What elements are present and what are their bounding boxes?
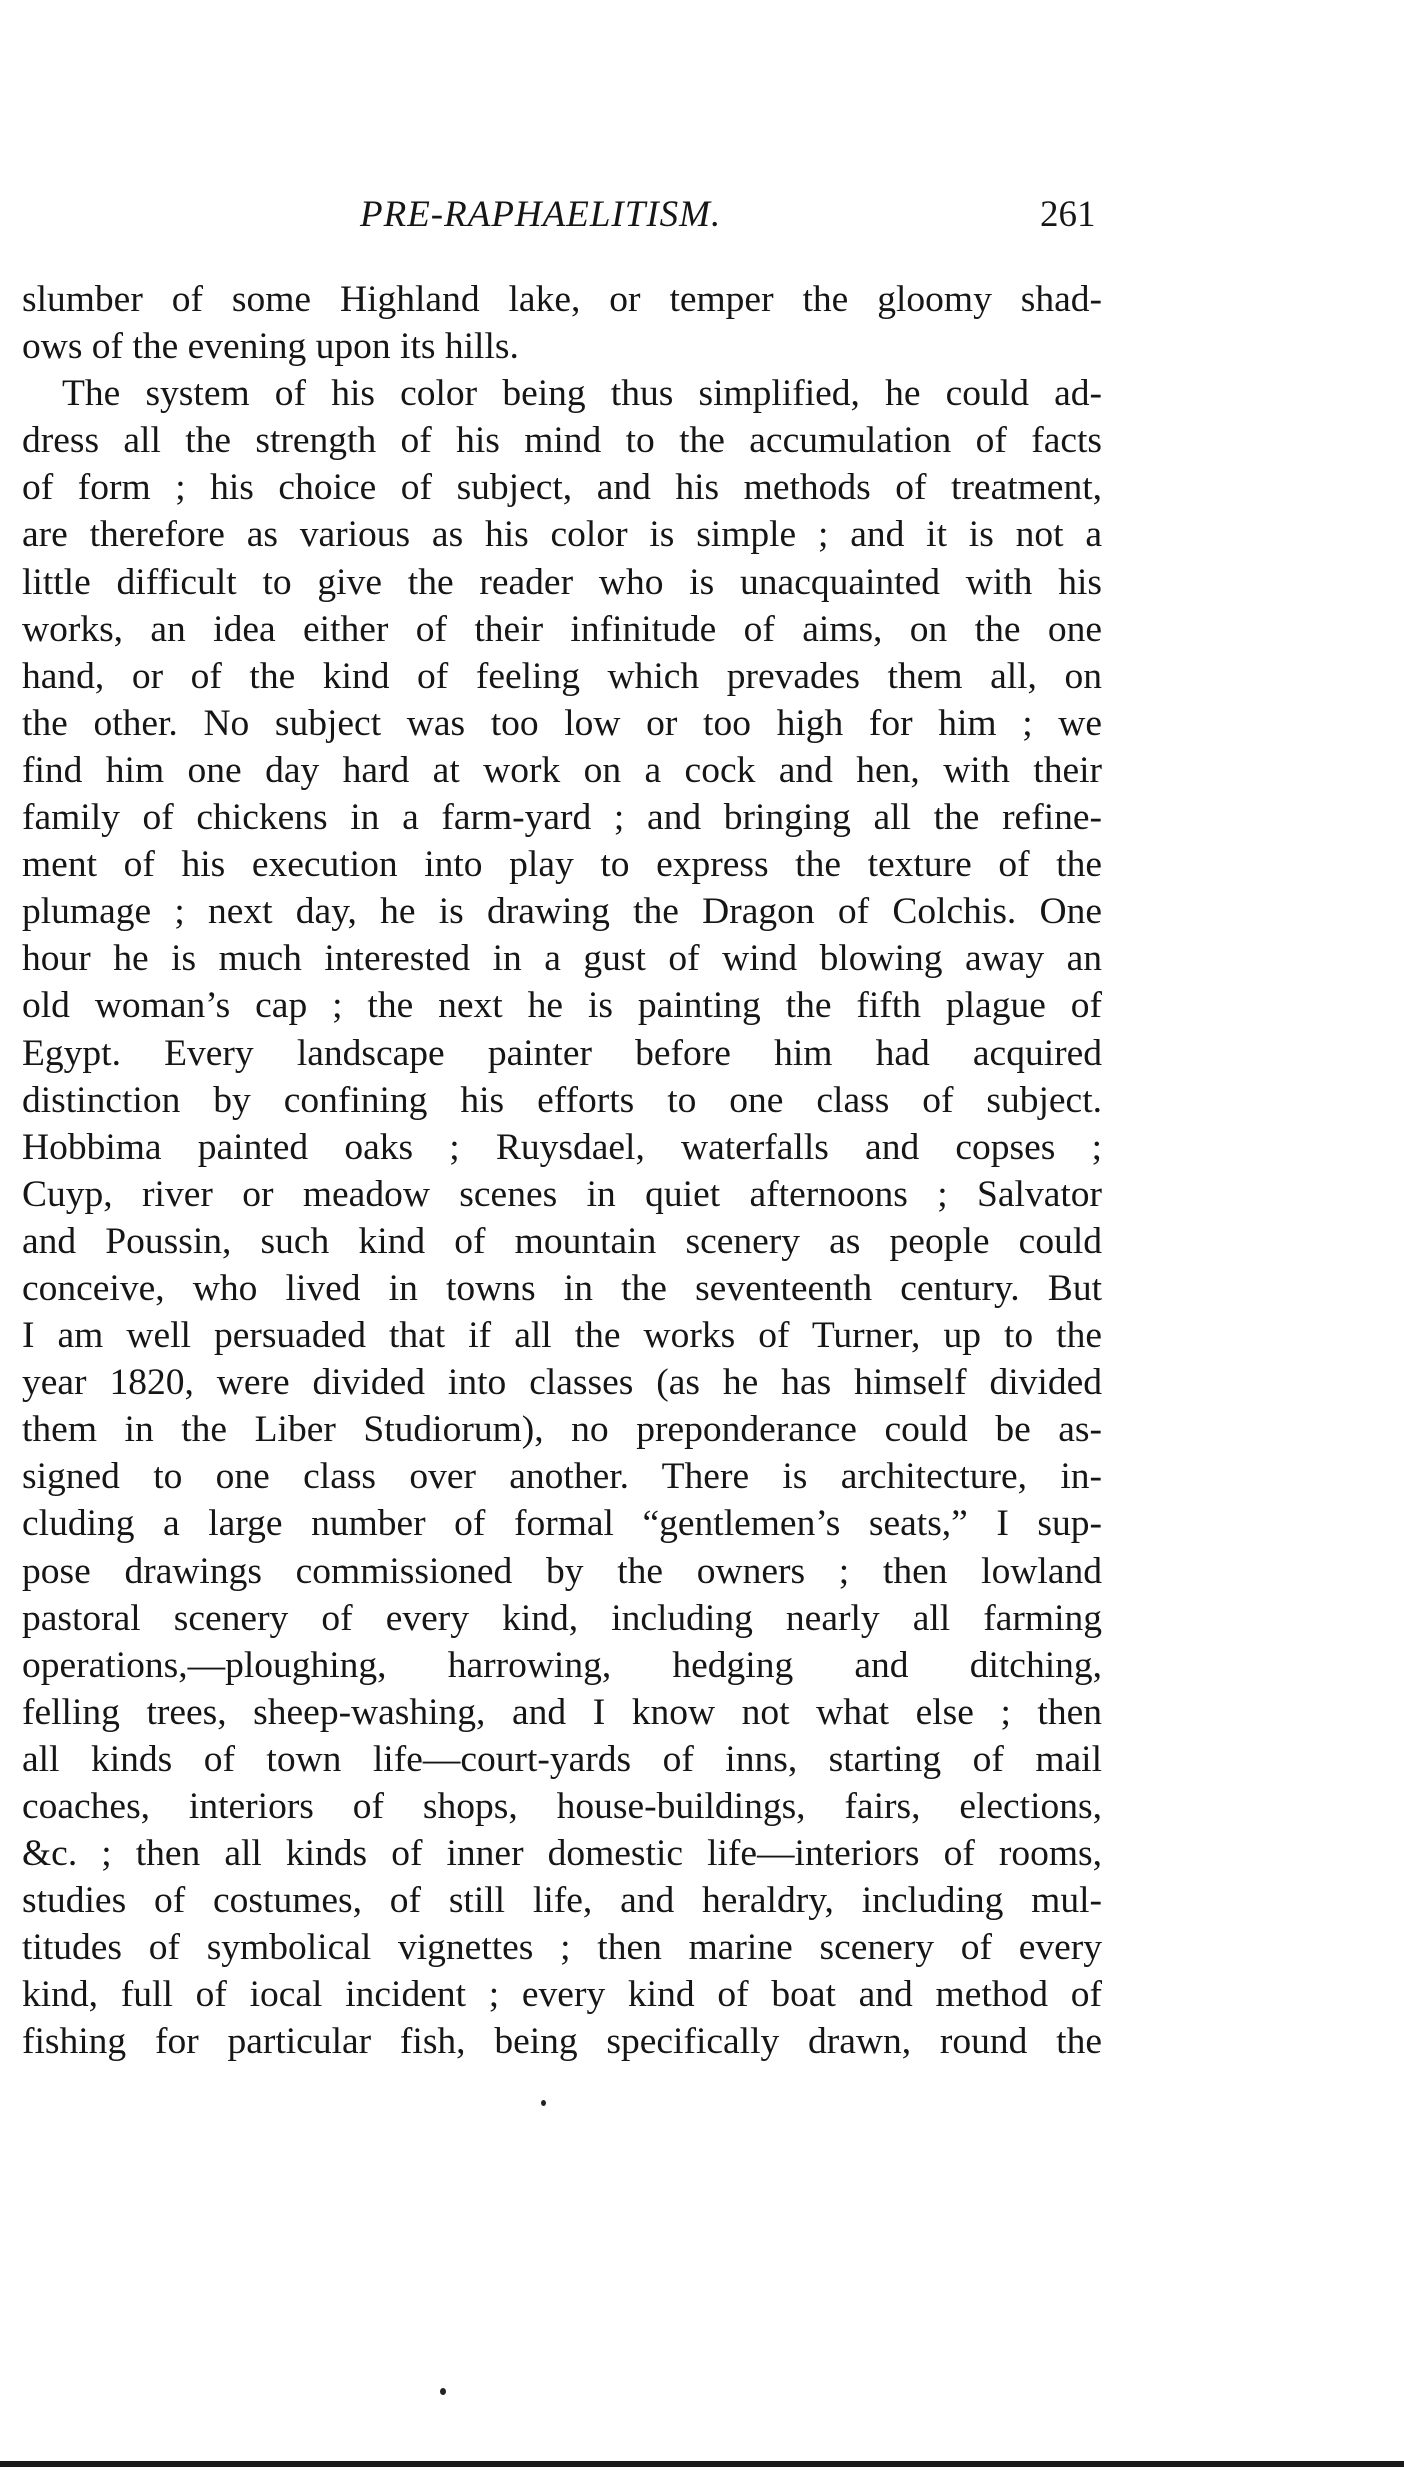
page-number: 261 [1040,194,1096,235]
text-line: studies of costumes, of still life, and heraldry, including mul- [22,1880,1102,1922]
text-line: titudes of symbolical vignettes ; then marine scenery of every [22,1927,1102,1969]
text-line: fishing for particular fish, being specifically drawn, round the [22,2021,1102,2063]
text-line: are therefore as various as his color is simple ; and it is not a [22,514,1102,556]
text-line: cluding a large number of formal “gentlemen’s seats,” I sup- [22,1503,1102,1545]
text-line: felling trees, sheep-washing, and I know not what else ; then [22,1691,1102,1733]
text-line: dress all the strength of his mind to the accumulation of facts [22,420,1102,462]
text-line: I am well persuaded that if all the works of Turner, up to the [22,1315,1102,1357]
text-line: coaches, interiors of shops, house-buildings, fairs, elections, [22,1786,1102,1827]
text-line: kind, full of iocal incident ; every kind of boat and method of [22,1974,1102,2016]
running-title: PRE-RAPHAELITISM. [360,194,722,235]
text-line: and Poussin, such kind of mountain scenery as people could [22,1220,1102,1262]
text-line: Cuyp, river or meadow scenes in quiet afternoons ; Salvator [22,1173,1102,1215]
text-line: of form ; his choice of subject, and his methods of treatment, [22,467,1102,509]
text-line: signed to one class over another. There is architecture, in- [22,1456,1102,1498]
text-line: pastoral scenery of every kind, including nearly all farming [22,1597,1102,1639]
text-line: hour he is much interested in a gust of wind blowing away an [22,938,1102,980]
text-line: little difficult to give the reader who is unacquainted with his [22,561,1102,603]
text-line: slumber of some Highland lake, or temper the gloomy shad- [22,279,1102,320]
ink-speck [541,2100,546,2106]
text-line: works, an idea either of their infinitude of aims, on the one [22,608,1102,650]
text-line: Egypt. Every landscape painter before him had acquired [22,1032,1102,1074]
text-line: all kinds of town life—court-yards of inns, starting of mail [22,1738,1102,1780]
text-line: the other. No subject was too low or too high for him ; we [22,702,1102,744]
text-line: pose drawings commissioned by the owners ; then lowland [22,1550,1102,1592]
text-line: distinction by confining his efforts to one class of subject. [22,1079,1102,1121]
text-line: Hobbima painted oaks ; Ruysdael, waterfalls and copses ; [22,1126,1102,1168]
text-line: The system of his color being thus simplified, he could ad- [62,373,1102,415]
text-line: year 1820, were divided into classes (as he has himself divided [22,1362,1102,1404]
page-bottom-edge [0,2461,1404,2467]
text-line: ows of the evening upon its hills. [22,326,519,368]
text-line: plumage ; next day, he is drawing the Dragon of Colchis. One [22,891,1102,933]
text-line: ment of his execution into play to express the texture of the [22,844,1102,886]
text-line: conceive, who lived in towns in the seventeenth century. But [22,1267,1102,1309]
ink-speck [440,2388,446,2395]
page-header [0,190,1404,240]
text-line: them in the Liber Studiorum), no preponderance could be as- [22,1409,1102,1451]
text-line: hand, or of the kind of feeling which prevades them all, on [22,655,1102,697]
text-line: old woman’s cap ; the next he is painting the fifth plague of [22,985,1102,1027]
text-line: &c. ; then all kinds of inner domestic life—interiors of rooms, [22,1833,1102,1875]
text-line: family of chickens in a farm-yard ; and bringing all the refine- [22,797,1102,839]
body-text [22,276,1102,2066]
text-line: find him one day hard at work on a cock and hen, with their [22,749,1102,791]
text-line: operations,—ploughing, harrowing, hedging and ditching, [22,1644,1102,1686]
